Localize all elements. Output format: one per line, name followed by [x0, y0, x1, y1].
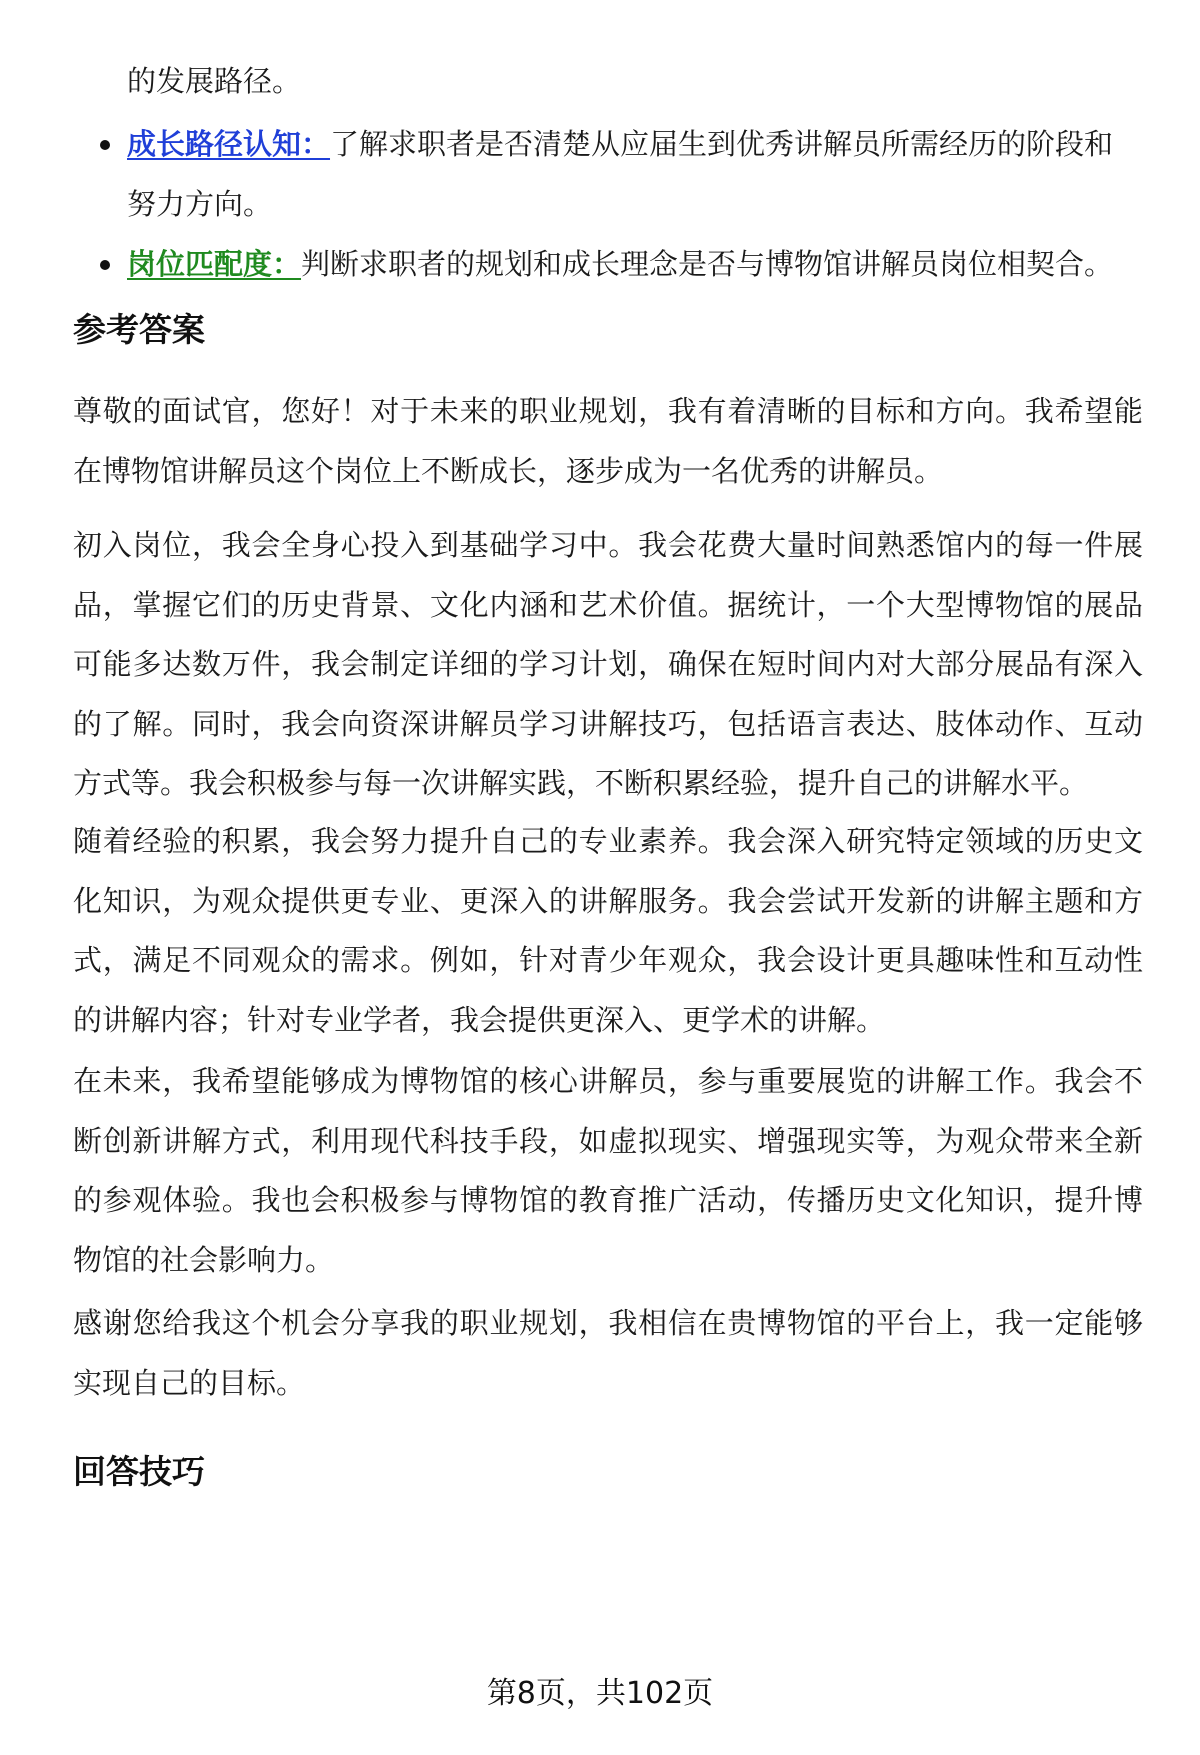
answer-paragraph: 在未来，我希望能够成为博物馆的核心讲解员，参与重要展览的讲解工作。我会不断创新讲解方式，利用现代科技手段，如虚拟现实、增强现实等，为观众带来全新的参观体验。我也会积极参与博物馆的教育推广活动，传播历史文化知识，提升博物馆的社会影响力。: [73, 1064, 1143, 1277]
answer-paragraph: 尊敬的面试官，您好！对于未来的职业规划，我有着清晰的目标和方向。我希望能在博物馆讲解员这个岗位上不断成长，逐步成为一名优秀的讲解员。: [73, 394, 1143, 488]
answer-paragraph: 随着经验的积累，我会努力提升自己的专业素养。我会深入研究特定领域的历史文化知识，为观众提供更专业、更深入的讲解服务。我会尝试开发新的讲解主题和方式，满足不同观众的需求。例如，针对青少年观众，我会设计更具趣味性和互动性的讲解内容；针对专业学者，我会提供更深入、更学术的讲解。: [73, 824, 1143, 1037]
section-title-answer-tips: 回答技巧: [73, 1452, 205, 1491]
list-item: [127, 114, 1137, 234]
list-item: [127, 234, 1137, 294]
bullet-text: 判断求职者的规划和成长理念是否与博物馆讲解员岗位相契合。: [301, 247, 1114, 281]
answer-paragraph: 感谢您给我这个机会分享我的职业规划，我相信在贵博物馆的平台上，我一定能够实现自己的目标。: [73, 1306, 1143, 1400]
bullet-dot-icon: [100, 260, 110, 270]
bullet-keyword: 岗位匹配度：: [127, 247, 302, 281]
evaluation-points-list: [127, 114, 1137, 294]
continuation-text: 的发展路径。: [127, 64, 302, 98]
bullet-text: 了解求职者是否清楚从应届生到优秀讲解员所需经历的阶段和努力方向。: [127, 127, 1114, 221]
section-title-reference-answer: 参考答案: [73, 310, 205, 349]
bullet-dot-icon: [100, 140, 110, 150]
answer-paragraph: 初入岗位，我会全身心投入到基础学习中。我会花费大量时间熟悉馆内的每一件展品，掌握它们的历史背景、文化内涵和艺术价值。据统计，一个大型博物馆的展品可能多达数万件，我会制定详细的学习计划，确保在短时间内对大部分展品有深入的了解。同时，我会向资深讲解员学习讲解技巧，包括语言表达、肢体动作、互动方式等。我会积极参与每一次讲解实践，不断积累经验，提升自己的讲解水平。: [73, 528, 1143, 800]
page-number-footer: 第8页，共102页: [486, 1676, 714, 1711]
bullet-keyword: 成长路径认知：: [127, 127, 331, 161]
